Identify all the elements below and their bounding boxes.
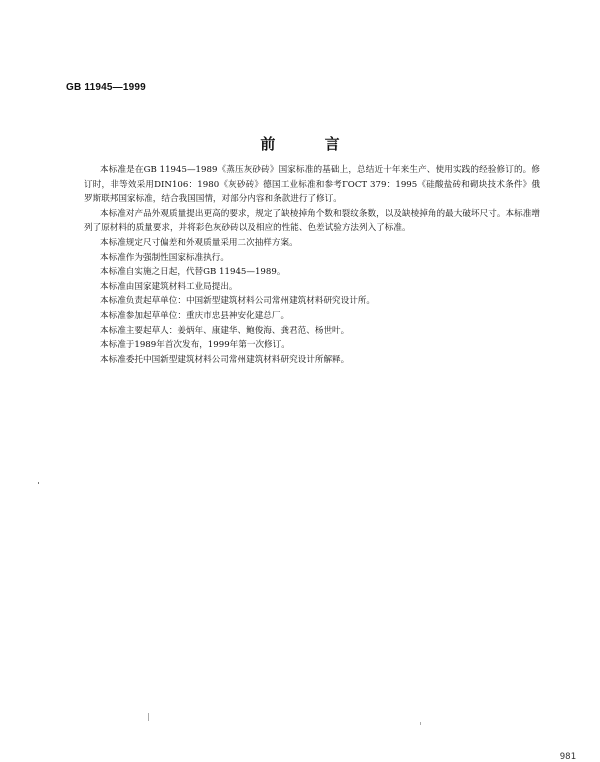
paragraph-proposed-by: 本标准由国家建筑材料工业局提出。 bbox=[100, 281, 238, 292]
paragraph-mandatory: 本标准作为强制性国家标准执行。 bbox=[100, 252, 229, 263]
paragraph-drafters: 本标准主要起草人：姜炳年、康建华、鲍俊海、龚君范、杨世叶。 bbox=[100, 325, 350, 336]
paragraph-sampling: 本标准规定尺寸偏差和外观质量采用二次抽样方案。 bbox=[100, 237, 298, 248]
paragraph-basis: 本标准是在GB 11945—1989《蒸压灰砂砖》国家标准的基础上，总结近十年来生产、使用实践的经验修订的。修订时，非等效采用DIN106：1980《灰砂砖》德国工业标准和参考ГОСТ 379：1995《硅酸盐砖和砌块技术条件》俄罗斯联邦国家标准，结合我国国情，对部分内容和条款进行了修订。 bbox=[84, 165, 540, 205]
standard-code-header: GB 11945—1999 bbox=[66, 82, 146, 93]
page-title: 前 言 bbox=[260, 135, 362, 153]
paragraph-requirements: 本标准对产品外观质量提出更高的要求，规定了缺棱掉角个数和裂纹条数，以及缺棱掉角的最大破坏尺寸。本标准增列了原材料的质量要求，并将彩色灰砂砖以及相应的性能、色差试验方法列入了标准。 bbox=[84, 208, 540, 234]
foreword-body bbox=[84, 163, 540, 367]
header-rule bbox=[66, 96, 536, 97]
paragraph-interpretation: 本标准委托中国新型建筑材料公司常州建筑材料研究设计所解释。 bbox=[100, 354, 350, 365]
paragraph-replaces: 本标准自实施之日起，代替GB 11945—1989。 bbox=[100, 267, 286, 278]
scan-speck bbox=[38, 482, 39, 484]
page-number: 981 bbox=[559, 752, 576, 762]
paragraph-history: 本标准于1989年首次发布，1999年第一次修订。 bbox=[100, 340, 290, 351]
scan-speck bbox=[148, 713, 149, 721]
scan-speck bbox=[420, 722, 421, 725]
paragraph-drafting-unit: 本标准负责起草单位：中国新型建筑材料公司常州建筑材料研究设计所。 bbox=[100, 296, 376, 307]
paragraph-participating-unit: 本标准参加起草单位：重庆市忠县神安化建总厂。 bbox=[100, 310, 290, 321]
